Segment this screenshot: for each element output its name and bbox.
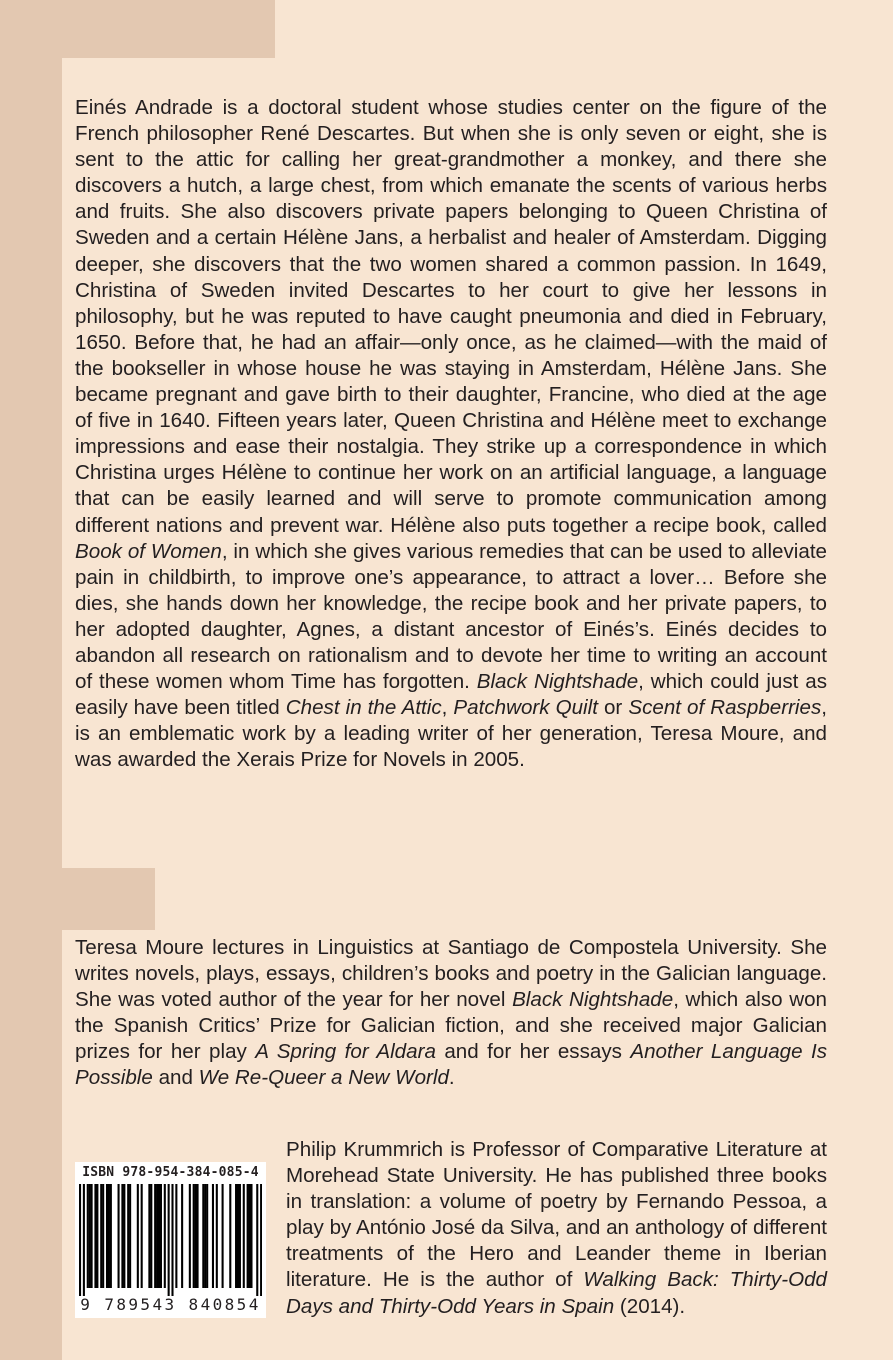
synopsis-text: or (597, 696, 629, 720)
book-title-black-nightshade: Black Nightshade (476, 670, 639, 694)
barcode-bar (237, 1184, 239, 1288)
author-bio-text: Teresa Moure lectures in Linguistics at Santiago de Compostela University. She writes novels, plays, essays, children’s books and poetry in the Galician language. She was voted author of the year for her novel (75, 936, 827, 1012)
barcode-bar (123, 1184, 125, 1288)
barcode-bar (106, 1184, 108, 1288)
barcode-bar (193, 1184, 195, 1288)
barcode-bar (89, 1184, 91, 1288)
synopsis-text: Einés Andrade is a doctoral student whose studies center on the figure of the French philosopher René Descartes. But when she is only seven or eight, she is sent to the attic for calling her great-grandmother a monkey, and there she discovers a hutch, a large chest, from which emanate the scents of various herbs and fruits. She also discovers private papers belonging to Queen Christina of Sweden and a certain Hélène Jans, a herbalist and healer of Amsterdam. Digging deeper, she discovers that the two women shared a common passion. In 1649, Christina of Sweden invited Descartes to her court to give her lessons in philosophy, but he was reputed to have caught pneumonia and died in February, 1650. Before that, he had an affair—only once, as he claimed—with the maid of the bookseller in whose house he was staying in Amsterdam, Hélène Jans. She became pregnant and gave birth to their daughter, Francine, who died at the age of five in 1640. Fifteen years later, Queen Christina and Hélène meet to exchange impressions and ease their nostalgia. They strike up a correspondence in which Christina urges Hélène to continue her work on an artificial language, a language that can be easily learned and will serve to promote communication among different nations and prevent war. Hélène also puts together a recipe book, called (75, 96, 827, 537)
book-title-walking-back: Walking Back: Thirty-Odd Days and Thirty-Odd Years in Spain (286, 1268, 827, 1318)
barcode-bar (150, 1184, 152, 1288)
barcode-bar (141, 1184, 143, 1288)
barcode-bar (239, 1184, 241, 1288)
book-title-another-language: Another Language Is Possible (75, 1040, 828, 1090)
barcode-bar (91, 1184, 93, 1288)
barcode-bar (110, 1184, 112, 1288)
author-bio-paragraph (75, 935, 827, 1092)
synopsis-paragraph (75, 95, 827, 773)
synopsis-text: , (441, 696, 454, 720)
book-title-black-nightshade: Black Nightshade (512, 988, 674, 1012)
top-color-band (0, 0, 275, 58)
barcode-bar (148, 1184, 150, 1288)
barcode-bar (250, 1184, 252, 1288)
barcode-bar (87, 1184, 89, 1288)
barcode-bar (129, 1184, 131, 1288)
book-title-scent-of-raspberries: Scent of Raspberries (628, 696, 822, 720)
barcode-bar (94, 1184, 96, 1288)
barcode-bar (235, 1184, 237, 1288)
barcode-bar (121, 1184, 123, 1288)
book-title-patchwork-quilt: Patchwork Quilt (453, 696, 598, 720)
barcode-bar (175, 1184, 177, 1288)
synopsis-text: , in which she gives various remedies that can be used to alleviate pain in childbirth, to improve one’s appearance, to attract a lover… Before she dies, she hands down her knowledge, the recipe book and her private papers, to her adopted daughter, Agnes, a distant ancestor of Einés’s. Einés decides to abandon all research on rationalism and to devote her time to writing an account of these women whom Time has forgotten. (75, 539, 827, 694)
barcode-bar (108, 1184, 110, 1288)
barcode-bar (206, 1184, 208, 1288)
barcode-bar (96, 1184, 98, 1288)
author-bio-text: . (448, 1066, 455, 1090)
barcode-bar (249, 1184, 251, 1288)
barcode-bar (168, 1184, 170, 1296)
barcode-bar (202, 1184, 204, 1288)
translator-bio-text: Philip Krummrich is Professor of Comparative Literature at Morehead State University. He has published three books in translation: a volume of poetry by Fernando Pessoa, a play by António José da Silva, and an anthology of different treatments of the Hero and Leander theme in Iberian literature. He is the author of (286, 1138, 827, 1292)
barcode-bar (260, 1184, 262, 1296)
barcode-bar (189, 1184, 191, 1288)
left-color-band (0, 0, 62, 1360)
barcode-bar (100, 1184, 102, 1288)
barcode-bar (243, 1184, 245, 1288)
barcode-bar (247, 1184, 249, 1288)
middle-color-band (0, 868, 155, 930)
barcode-bar (197, 1184, 199, 1288)
author-bio-text: , which also won the Spanish Critics’ Prize for Galician fiction, and she received major Galician prizes for her play (75, 988, 827, 1064)
isbn-barcode (75, 1162, 266, 1318)
barcode-bar (212, 1184, 214, 1288)
translator-bio-paragraph (286, 1137, 827, 1320)
barcode-bar (127, 1184, 129, 1288)
barcode-bar (181, 1184, 183, 1288)
isbn-label: ISBN 978-954-384-085-4 (82, 1165, 259, 1180)
book-title-a-spring-for-aldara: A Spring for Aldara (255, 1040, 436, 1064)
barcode-bar (79, 1184, 81, 1296)
barcode-bar (137, 1184, 139, 1288)
barcode-bar (164, 1184, 166, 1288)
barcode-bar (118, 1184, 120, 1288)
barcode-bar (256, 1184, 258, 1296)
barcode-bar (160, 1184, 162, 1288)
synopsis-text: , which could just as easily have been titled (75, 670, 828, 720)
barcode-bar (158, 1184, 160, 1288)
barcode-bar (156, 1184, 158, 1288)
barcode-bar (171, 1184, 173, 1296)
barcode-digits: 9 789543 840854 (80, 1295, 261, 1314)
book-title-book-of-women: Book of Women (75, 539, 222, 563)
barcode-bar (83, 1184, 85, 1296)
barcode-bar (204, 1184, 206, 1288)
author-bio-text: and (152, 1066, 199, 1090)
book-title-chest-in-the-attic: Chest in the Attic (285, 696, 442, 720)
synopsis-text: , is an emblematic work by a leading writer of her generation, Teresa Moure, and was awarded the Xerais Prize for Novels in 2005. (75, 696, 827, 772)
barcode-bar (195, 1184, 197, 1288)
author-bio-text: and for her essays (435, 1040, 631, 1064)
book-title-we-re-queer: We Re-Queer a New World (198, 1066, 449, 1090)
barcode-bar (102, 1184, 104, 1288)
barcode-bar (216, 1184, 218, 1288)
translator-bio-text: (2014). (614, 1294, 686, 1318)
barcode-bars (79, 1184, 262, 1296)
barcode-bar (222, 1184, 224, 1288)
barcode-bar (229, 1184, 231, 1288)
barcode-bar (154, 1184, 156, 1288)
